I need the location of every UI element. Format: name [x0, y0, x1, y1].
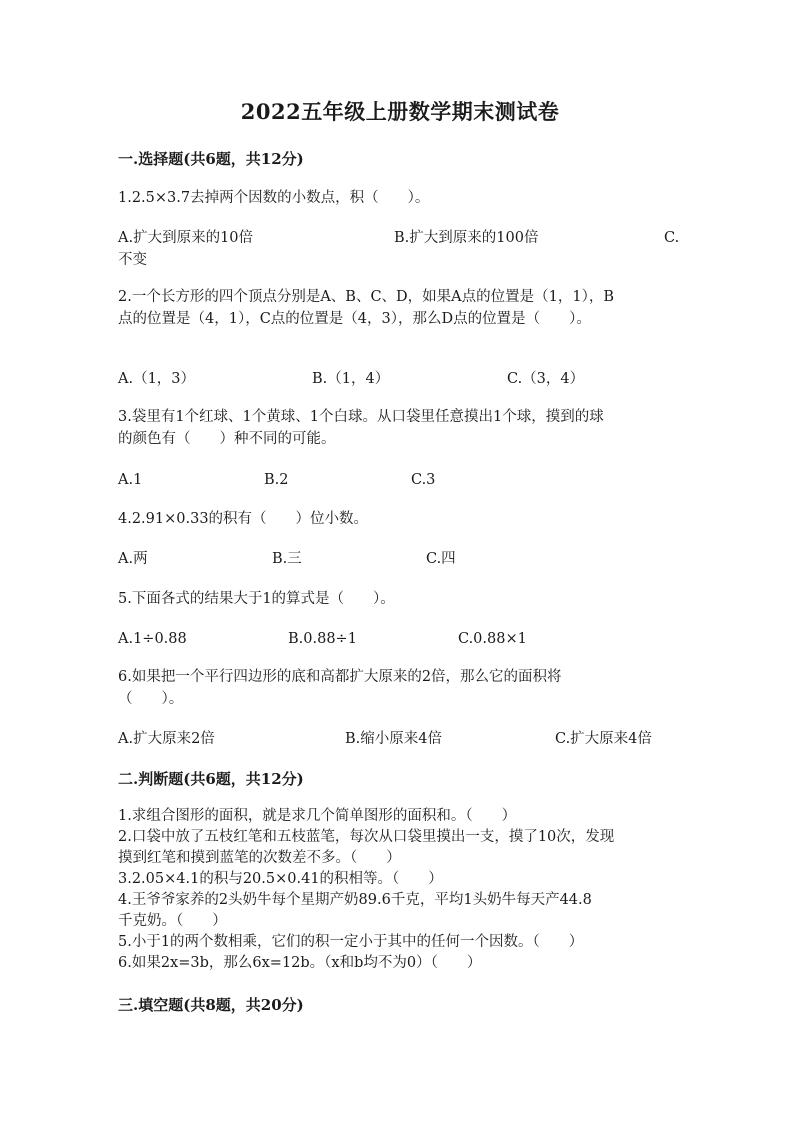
- question-1-option-c: C.: [664, 230, 680, 246]
- question-5-option-a: A.1÷0.88: [118, 631, 187, 647]
- question-1-stem: 1.2.5×3.7去掉两个因数的小数点，积（ ）。: [118, 190, 430, 206]
- question-5-option-c: C.0.88×1: [458, 631, 527, 647]
- judgement-line-5: 4.王爷爷家养的2头奶牛每个星期产奶89.6千克，平均1头奶牛每天产44.8: [118, 892, 592, 908]
- question-2-option-b: B.（1，4）: [312, 371, 390, 387]
- judgement-line-3: 摸到红笔和摸到蓝笔的次数差不多。（ ）: [118, 850, 401, 866]
- question-6-option-c: C.扩大原来4倍: [555, 731, 652, 747]
- question-3-stem-line-2: 的颜色有（ ）种不同的可能。: [118, 431, 336, 447]
- question-2-stem-line-2: 点的位置是（4，1），C点的位置是（4，3），那么D点的位置是（ ）。: [118, 311, 591, 327]
- question-2-stem-line-1: 2.一个长方形的四个顶点分别是A、B、C、D，如果A点的位置是（1，1），B: [118, 289, 615, 305]
- judgement-line-1: 1.求组合图形的面积，就是求几个简单图形的面积和。（ ）: [118, 808, 517, 824]
- question-3-option-b: B.2: [264, 472, 289, 488]
- judgement-line-2: 2.口袋中放了五枝红笔和五枝蓝笔，每次从口袋里摸出一支，摸了10次，发现: [118, 829, 615, 845]
- question-2-option-a: A.（1，3）: [118, 371, 196, 387]
- question-3-option-c: C.3: [411, 472, 436, 488]
- question-4-option-b: B.三: [272, 551, 302, 567]
- question-2-option-c: C.（3，4）: [507, 371, 585, 387]
- page-title: 2022五年级上册数学期末测试卷: [240, 99, 560, 124]
- question-6-stem-line-1: 6.如果把一个平行四边形的底和高都扩大原来的2倍，那么它的面积将: [118, 669, 562, 685]
- question-4-option-c: C.四: [426, 551, 456, 567]
- judgement-line-8: 6.如果2x=3b，那么6x=12b。（x和b均不为0）（ ）: [118, 955, 482, 971]
- question-6-stem-line-2: （ ）。: [118, 691, 184, 707]
- judgement-line-7: 5.小于1的两个数相乘，它们的积一定小于其中的任何一个因数。（ ）: [118, 934, 584, 950]
- question-5-option-b: B.0.88÷1: [288, 631, 357, 647]
- question-4-stem: 4.2.91×0.33的积有（ ）位小数。: [118, 511, 369, 527]
- question-6-option-b: B.缩小原来4倍: [345, 731, 442, 747]
- judgement-line-4: 3.2.05×4.1的积与20.5×0.41的积相等。（ ）: [118, 871, 443, 887]
- question-1-option-a: A.扩大到原来的10倍: [118, 230, 254, 246]
- question-3-stem-line-1: 3.袋里有1个红球、1个黄球、1个白球。从口袋里任意摸出1个球，摸到的球: [118, 409, 604, 425]
- question-1-option-c-text: 不变: [118, 252, 147, 268]
- section-heading-multiple-choice: 一.选择题(共6题，共12分): [118, 150, 304, 168]
- judgement-line-6: 千克奶。（ ）: [118, 913, 227, 929]
- question-4-option-a: A.两: [118, 551, 148, 567]
- section-heading-true-false: 二.判断题(共6题，共12分): [118, 770, 304, 788]
- section-heading-fill-in: 三.填空题(共8题，共20分): [118, 996, 304, 1014]
- question-6-option-a: A.扩大原来2倍: [118, 731, 215, 747]
- question-3-option-a: A.1: [118, 472, 143, 488]
- question-5-stem: 5.下面各式的结果大于1的算式是（ ）。: [118, 591, 395, 607]
- question-1-option-b: B.扩大到原来的100倍: [394, 230, 539, 246]
